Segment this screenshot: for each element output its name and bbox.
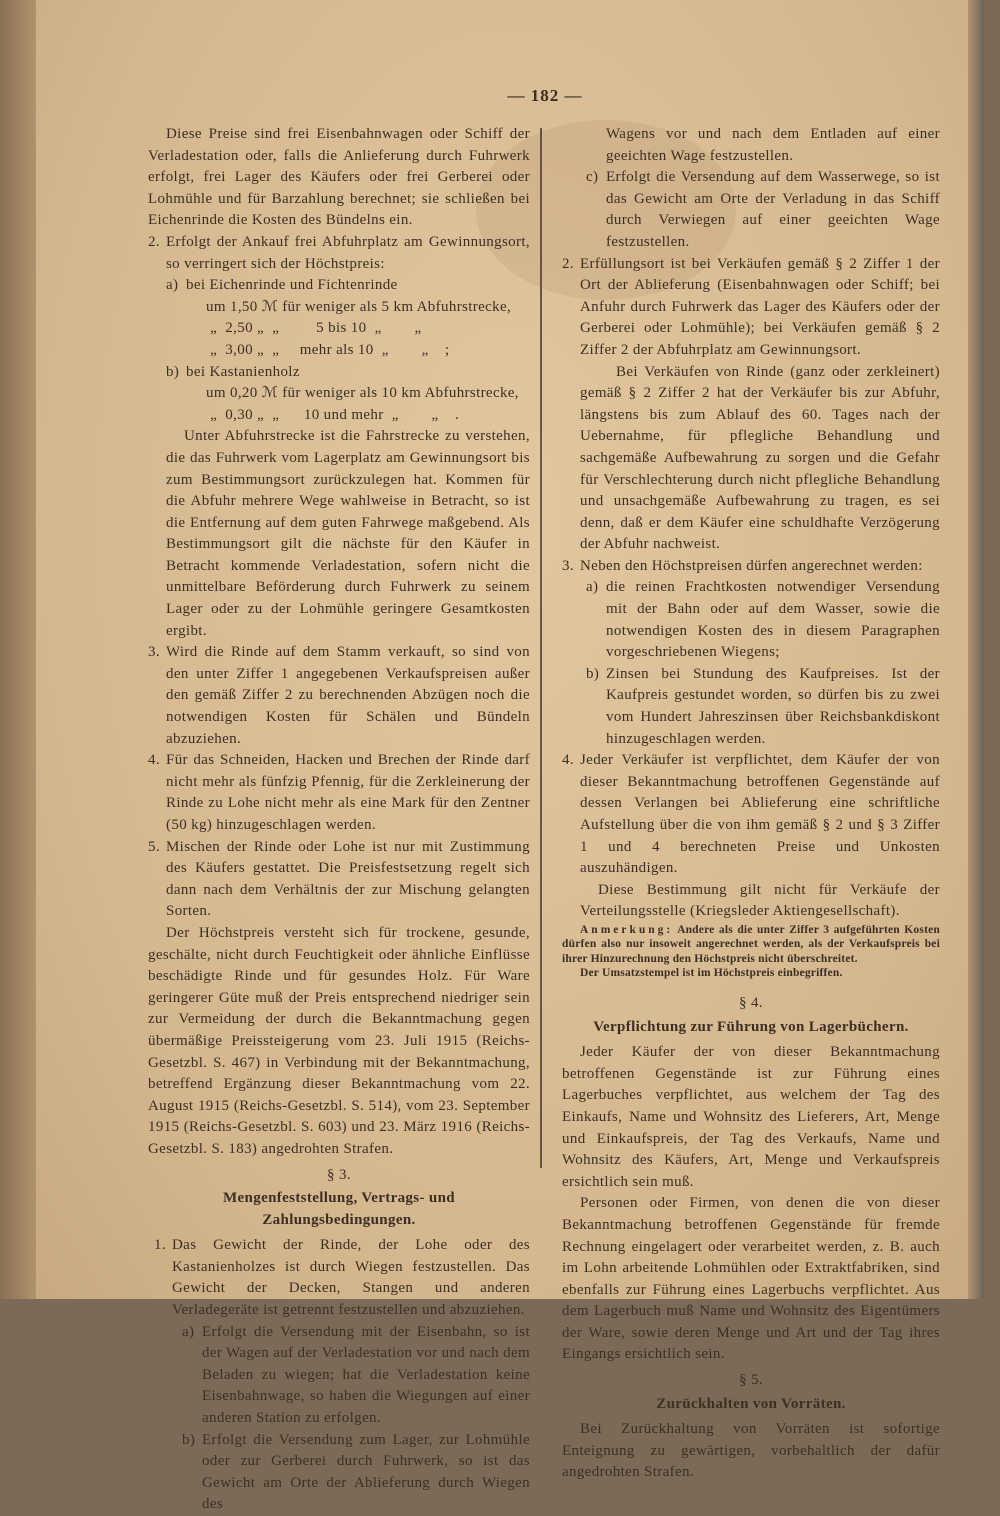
list-item [154,1235,530,1321]
section-label: § 4. [739,994,763,1011]
item-number: 2. [562,255,574,272]
section-heading: Zurückhalten von Vorräten. [656,1395,846,1412]
paragraph: Personen oder Firmen, von denen die von dieser Bekanntmachung betroffenen Gegenstände für fremde Rechnung eingelagert oder verarbeitet werden, z. B. auch im Lohn arbeitende Lohmühlen oder Extraktfabriken, sind ebenfalls zur Führung eines Lagerbuchs verpflichtet. Aus dem Lagerbuch muß Name und Wohnsitz des Eigentümers der Ware, sowie deren Menge und Art und der Tag ihres Eingangs ersichtlich sein. [562,1195,940,1363]
item-text: Jeder Verkäufer ist verpflichtet, dem Käufer der von dieser Bekanntmachung betroffenen Gegenstände auf dessen Verlangen bei Ablieferung eine schriftliche Aufstellung über die von ihm gemäß § 2 und § 3 Ziffer 1 und 4 berechneten Preise und Unkosten auszuhändigen. [580,752,940,877]
item-text: Erfolgt die Versendung auf dem Wasserwege, so ist das Gewicht am Orte der Verladung in das Schiff durch Verwiegen auf einer geeichten Wage festzustellen. [606,169,940,250]
price-row: „ 0,30 „ „ 10 und mehr „ „ . [206,406,460,423]
sub-item [166,362,530,384]
left-column [148,124,530,1516]
list-item [148,837,530,923]
price-row: „ 2,50 „ „ 5 bis 10 „ „ [206,320,422,337]
section-heading: Verpflichtung zur Führung von Lagerbüchern. [593,1018,909,1035]
item-number: c) [586,169,599,186]
sub-item [586,577,940,663]
paragraph: Der Höchstpreis versteht sich für trockene, gesunde, geschälte, nicht durch Feuchtigkeit oder ähnliche Einflüsse beschädigte Rinde und für gesundes Holz. Für Ware geringerer Güte muß der Preis entsprechend niedriger sein zur Vermeidung der durch die Bekanntmachung gegen übermäßige Preissteigerung vom 23. Juli 1915 (Reichs-Gesetzbl. S. 467) in Verbindung mit der Bekanntmachung, betreffend Ergänzung dieser Bekanntmachung vom 22. August 1915 (Reichs-Gesetzbl. S. 514), vom 23. September 1915 (Reichs-Gesetzbl. S. 603) und 23. März 1916 (Reichs-Gesetzbl. S. 183) angedrohten Strafen. [148,924,530,1157]
page-edge [968,0,984,1299]
item-number: a) [586,579,599,596]
list-item [148,642,530,750]
item-number: 3. [562,557,574,574]
list-item [148,232,530,275]
price-row: „ 3,00 „ „ mehr als 10 „ „ ; [206,341,450,358]
sub-item [166,275,530,297]
item-number: 5. [148,838,160,855]
paragraph: Diese Bestimmung gilt nicht für Verkäufe der Verteilungsstelle (Kriegsleder Aktiengesellschaft). [580,881,940,920]
list-item [562,254,940,362]
continued-text: Wagens vor und nach dem Entladen auf einer geeichten Wage festzustellen. [606,126,940,164]
list-item [562,750,940,880]
item-text: Wird die Rinde auf dem Stamm verkauft, so sind von den unter Ziffer 1 angegebenen Verkaufspreisen außer den gemäß Ziffer 2 zu berechnenden Abzügen noch die notwendigen Kosten für Schälen und Bündeln abzuziehen. [166,644,530,747]
paragraph: Unter Abfuhrstrecke ist die Fahrstrecke zu verstehen, die das Fuhrwerk vom Lagerplatz am Gewinnungsort bis zum Bestimmungsort zurückzulegen hat. Kommen für die Abfuhr mehrere Wege wahlweise in Betracht, so ist die Entfernung auf dem guten Fahrwege maßgebend. Als Bestimmungsort gilt die nächste für den Käufer in Betracht kommende Verladestation, sofern nicht die unmittelbare Beförderung durch Fuhrwerk zu seinem Lager oder zu der Lohmühle geringere Gesamtkosten ergibt. [166,428,530,639]
item-text: Erfolgt die Versendung mit der Eisenbahn, so ist der Wagen auf der Verladestation vor und nach dem Beladen zu wiegen; hat die Verladestation keine Eisenbahnwage, so haben die Wiegungen auf einer anderen Station zu erfolgen. [202,1323,530,1427]
item-number: 1. [154,1237,166,1254]
item-text: Erfolgt der Ankauf frei Abfuhrplatz am Gewinnungsort, so verringert sich der Höchstpreis: [166,233,530,272]
binding-edge [0,0,36,1299]
paragraph: Bei Zurückhaltung von Vorräten ist sofortige Enteignung zu gewärtigen, vorbehaltlich der dafür angedrohten Strafen. [562,1421,940,1481]
item-text: bei Eichenrinde und Fichtenrinde [186,277,398,294]
annotation-note [562,923,940,981]
section-heading: Mengenfeststellung, Vertrags- und Zahlungsbedingungen. [223,1190,455,1228]
item-text: Für das Schneiden, Hacken und Brechen der Rinde darf nicht mehr als fünfzig Pfennig, für die Zerkleinerung der Rinde zu Lohe nicht mehr als eine Mark für den Zentner (50 kg) hinzugeschlagen werden. [166,752,530,833]
paragraph: Bei Verkäufen von Rinde (ganz oder zerkleinert) gemäß § 2 Ziffer 2 hat der Verkäufer bis zur Abfuhr, längstens bis zum Ablauf des 60. Tages nach der Uebernahme, für pflegliche Behandlung und sachgemäße Aufbewahrung zu sorgen und die Gefahr für Verschlechterung durch nicht pflegliche Behandlung und unsachgemäße Aufbewahrung zu tragen, es sei denn, daß er dem Käufer eine schuldhafte Verzögerung der Abfuhr nachweist. [580,363,940,553]
item-text: bei Kastanienholz [186,363,300,380]
paragraph: Jeder Käufer der von dieser Bekanntmachung betroffenen Gegenstände ist zur Führung eines Lagerbuches verpflichtet, aus welchem der Tag des Einkaufs, Name und Wohnsitz des Lieferers, Art, Menge und Einkaufspreis, der Tag des Verkaufs, Name und Wohnsitz des Käufers, Art, Menge und Verkaufspreis ersichtlich sein muß. [562,1044,940,1190]
item-number: b) [586,665,600,682]
item-text: die reinen Frachtkosten notwendiger Versendung mit der Bahn oder auf dem Wasser, sowie die notwendigen Kosten des in diesem Paragraphen vorgeschriebenen Wiegens; [606,579,940,661]
item-number: b) [166,363,180,380]
sub-item [182,1430,530,1516]
price-terms-paragraph: Diese Preise sind frei Eisenbahnwagen oder Schiff der Verladestation oder, falls die Anlieferung durch Fuhrwerk erfolgt, frei Lager des Käufers oder frei Gerberei oder Lohmühle und für Barzahlung berechnet; sie schließen bei Eichenrinde die Kosten des Bündelns ein. [148,126,530,229]
right-column [562,124,940,1484]
item-number: b) [182,1431,196,1448]
list-item [562,556,940,578]
item-number: 3. [148,644,160,661]
note-label: Anmerkung: [580,923,674,936]
price-row: um 0,20 ℳ für weniger als 10 km Abfuhrstrecke, [206,385,519,402]
section-label: § 5. [739,1372,763,1389]
column-divider [540,128,542,1168]
sub-item [586,167,940,253]
item-number: a) [182,1323,195,1340]
item-text: Erfolgt die Versendung zum Lager, zur Lohmühle oder zur Gerberei durch Fuhrwerk, so ist das Gewicht am Orte der Ablieferung durch Wiegen des [202,1431,530,1513]
stamp-note: Der Umsatzstempel ist im Höchstpreis einbegriffen. [580,967,843,980]
list-item [148,750,530,836]
note-text: Andere als die unter Ziffer 3 aufgeführten Kosten dürfen also nur insoweit angerechnet werden, als der Verkaufspreis bei ihrer Hinzurechnung den Höchstpreis nicht überschreitet. [562,923,940,965]
item-number: 4. [562,752,574,769]
item-number: 2. [148,233,160,250]
item-number: a) [166,277,179,294]
section-label: § 3. [327,1166,351,1183]
sub-item [182,1322,530,1430]
item-text: Das Gewicht der Rinde, der Lohe oder des Kastanienholzes ist durch Wiegen festzustellen. Das Gewicht der Decken, Stangen und anderen Verladegeräte ist getrennt festzustellen und abzuziehen. [172,1237,530,1319]
item-number: 4. [148,752,160,769]
sub-item [586,664,940,750]
item-text: Neben den Höchstpreisen dürfen angerechnet werden: [580,557,923,574]
item-text: Mischen der Rinde oder Lohe ist nur mit Zustimmung des Käufers gestattet. Die Preisfestsetzung regelt sich dann nach dem Verhältnis der zur Mischung gelangten Sorten. [166,838,530,920]
item-text: Zinsen bei Stundung des Kaufpreises. Ist der Kaufpreis gestundet worden, so dürfen bis zu zwei vom Hundert Jahreszinsen über Reichsbankdiskont hinzugeschlagen werden. [606,665,940,747]
price-row: um 1,50 ℳ für weniger als 5 km Abfuhrstrecke, [206,298,512,315]
page-number: — 182 — [507,86,583,105]
item-text: Erfüllungsort ist bei Verkäufen gemäß § 2 Ziffer 1 der Ort der Ablieferung (Eisenbahnwagen oder Schiff; bei Anfuhr durch Fuhrwerk das Lager des Käufers oder der Gerberei oder Lohmühle); bei Verkäufen gemäß § 2 Ziffer 2 der Abfuhrplatz am Gewinnungsort. [580,255,940,358]
